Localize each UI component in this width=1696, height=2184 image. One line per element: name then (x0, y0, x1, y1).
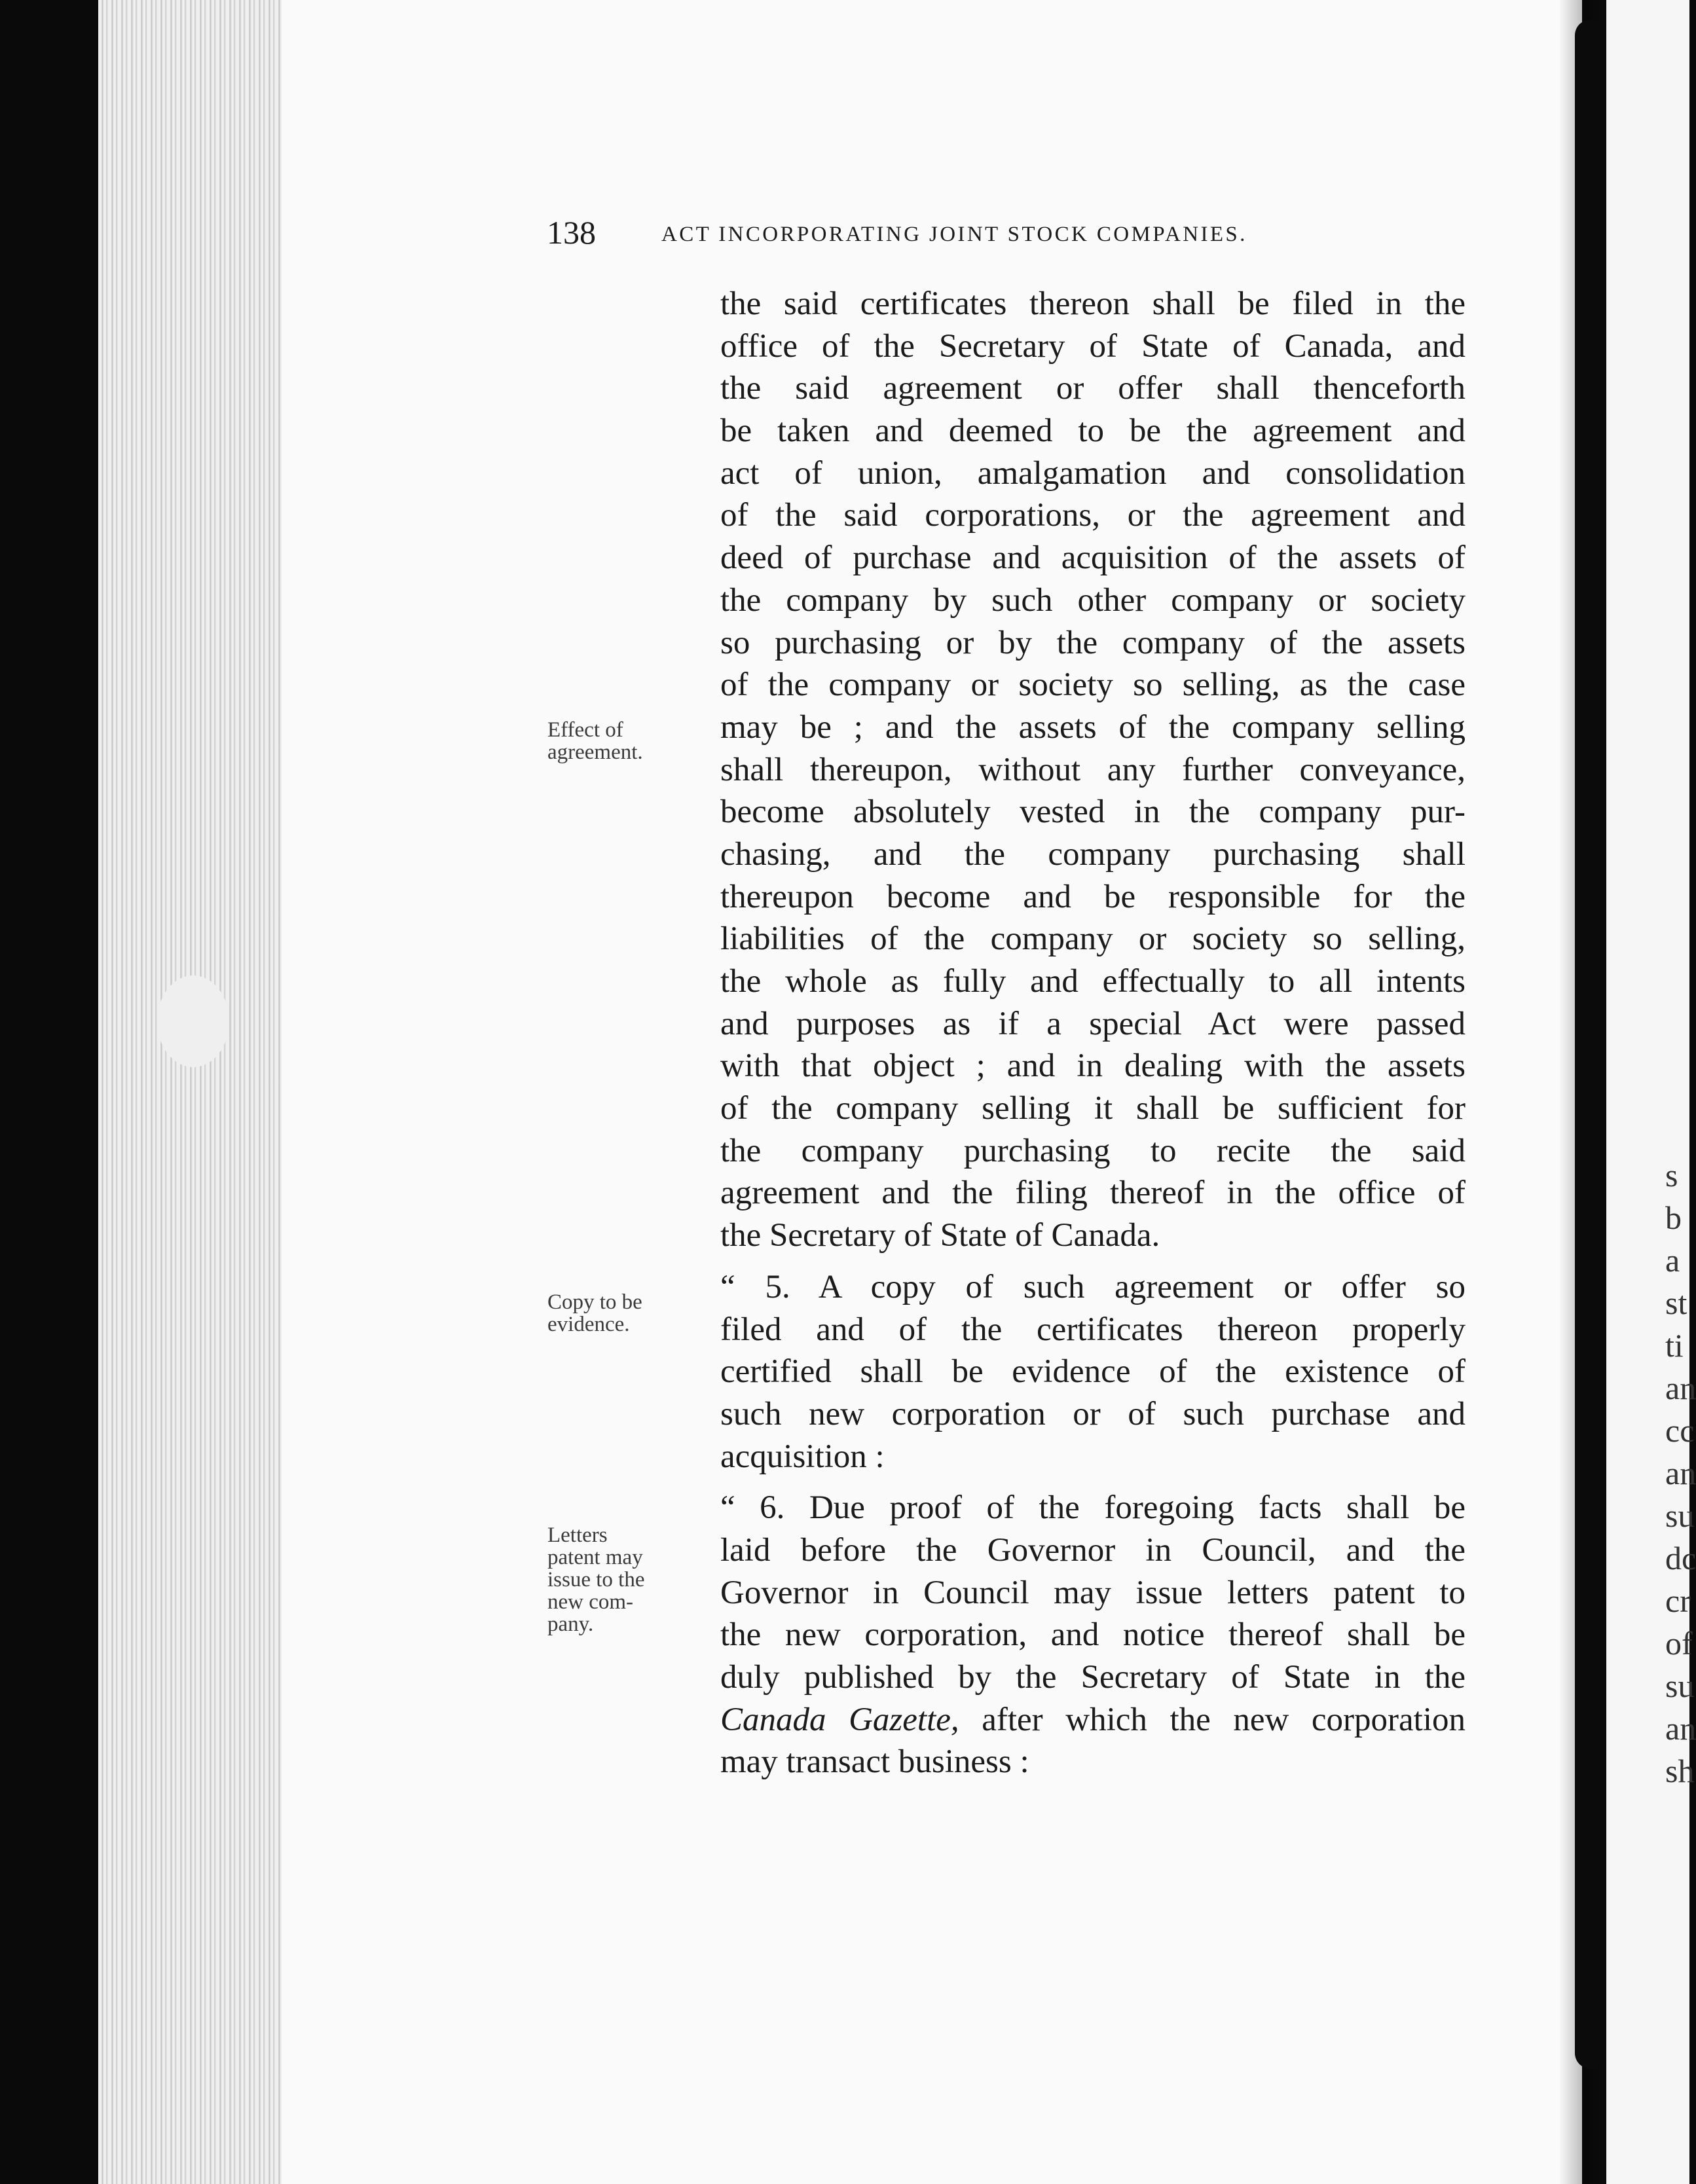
body-line: be taken and deemed to be the agreement and (720, 412, 1466, 450)
next-page-fragment: cc (1665, 1412, 1695, 1449)
margin-note-line: Copy to be (547, 1290, 642, 1314)
body-line: of the company or society so selling, as the case (720, 666, 1466, 704)
body-line: the company by such other company or society (720, 581, 1466, 619)
body-line: with that object ; and in dealing with the assets (720, 1047, 1466, 1085)
body-line: may be ; and the assets of the company selling (720, 708, 1466, 746)
body-line: of the company selling it shall be sufficient for (720, 1090, 1466, 1127)
body-line: of the said corporations, or the agreement and (720, 497, 1466, 534)
margin-note-line: pany. (547, 1612, 594, 1636)
next-page-fragment: of (1665, 1625, 1693, 1662)
body-line: become absolutely vested in the company pur- (720, 793, 1466, 831)
next-page-fragment: su (1665, 1667, 1695, 1704)
body-line: the new corporation, and notice thereof shall be (720, 1616, 1466, 1654)
body-line: the whole as fully and effectually to all intents (720, 963, 1466, 1000)
italic-publication-name: Canada Gazette, (720, 1701, 959, 1738)
page-edges (98, 0, 285, 2184)
body-line: liabilities of the company or society so selling, (720, 920, 1466, 958)
body-line (720, 1699, 1466, 1741)
next-page-fragment: an (1665, 1710, 1696, 1747)
margin-note-line: Effect of (547, 718, 623, 742)
next-page-fragment: s (1665, 1157, 1678, 1193)
body-line: such new corporation or of such purchase and (720, 1395, 1466, 1432)
next-page-fragment: ti (1665, 1327, 1684, 1364)
body-line: office of the Secretary of State of Canada, and (720, 327, 1466, 365)
body-line-continuation: after which the new corporation (959, 1701, 1466, 1738)
body-line: act of union, amalgamation and consolidation (720, 454, 1466, 492)
running-header-title: ACT INCORPORATING JOINT STOCK COMPANIES. (661, 223, 1247, 246)
margin-note-line: evidence. (547, 1313, 630, 1336)
margin-note-line: patent may (547, 1546, 643, 1569)
body-line: shall thereupon, without any further conveyance, (720, 751, 1466, 788)
paper-speck (157, 975, 229, 1067)
margin-note-line: new com- (547, 1590, 634, 1614)
body-text (720, 283, 1466, 1783)
body-line: duly published by the Secretary of State in the (720, 1659, 1466, 1696)
body-line: the Secretary of State of Canada. (720, 1217, 1160, 1254)
body-line: laid before the Governor in Council, and the (720, 1531, 1466, 1569)
margin-note-copy (547, 1291, 695, 1336)
book-spine (1575, 20, 1606, 2069)
body-line: the said certificates thereon shall be filed in the (720, 285, 1466, 322)
margin-note-line: agreement. (547, 740, 643, 764)
next-page-fragment: b (1665, 1199, 1682, 1236)
margin-note-line: issue to the (547, 1568, 645, 1592)
body-line: deed of purchase and acquisition of the assets of (720, 539, 1466, 577)
body-line: thereupon become and be responsible for the (720, 878, 1466, 915)
body-line: acquisition : (720, 1438, 885, 1475)
section-6-heading-line: “ 6. Due proof of the foregoing facts shall be (720, 1489, 1466, 1527)
next-page-fragment: dc (1665, 1540, 1696, 1576)
body-line: and purposes as if a special Act were passed (720, 1005, 1466, 1042)
next-page-fragment: su (1665, 1497, 1695, 1534)
next-page-fragment: cr (1665, 1582, 1691, 1619)
next-page-edge (1606, 0, 1696, 2184)
body-line: may transact business : (720, 1743, 1029, 1781)
body-line: Governor in Council may issue letters patent to (720, 1574, 1466, 1611)
body-line: so purchasing or by the company of the assets (720, 624, 1466, 661)
body-line: the company purchasing to recite the said (720, 1132, 1466, 1169)
body-line: filed and of the certificates thereon properly (720, 1311, 1466, 1348)
body-line: chasing, and the company purchasing shall (720, 835, 1466, 873)
body-line: the said agreement or offer shall thenceforth (720, 370, 1466, 407)
next-page-fragment: an (1665, 1455, 1696, 1491)
body-line: agreement and the filing thereof in the office of (720, 1174, 1466, 1212)
margin-note-line: Letters (547, 1523, 608, 1547)
body-line: certified shall be evidence of the existence of (720, 1353, 1466, 1391)
next-page-fragment: sh (1665, 1753, 1695, 1789)
margin-note-letters-patent (547, 1524, 695, 1635)
next-page-fragment: an (1665, 1370, 1696, 1406)
running-header (547, 213, 1342, 254)
next-page-fragment: a (1665, 1242, 1680, 1279)
page-number: 138 (547, 214, 596, 251)
section-5-heading-line: “ 5. A copy of such agreement or offer so (720, 1268, 1466, 1305)
margin-note-effect (547, 719, 695, 763)
next-page-fragment: st (1665, 1284, 1687, 1321)
